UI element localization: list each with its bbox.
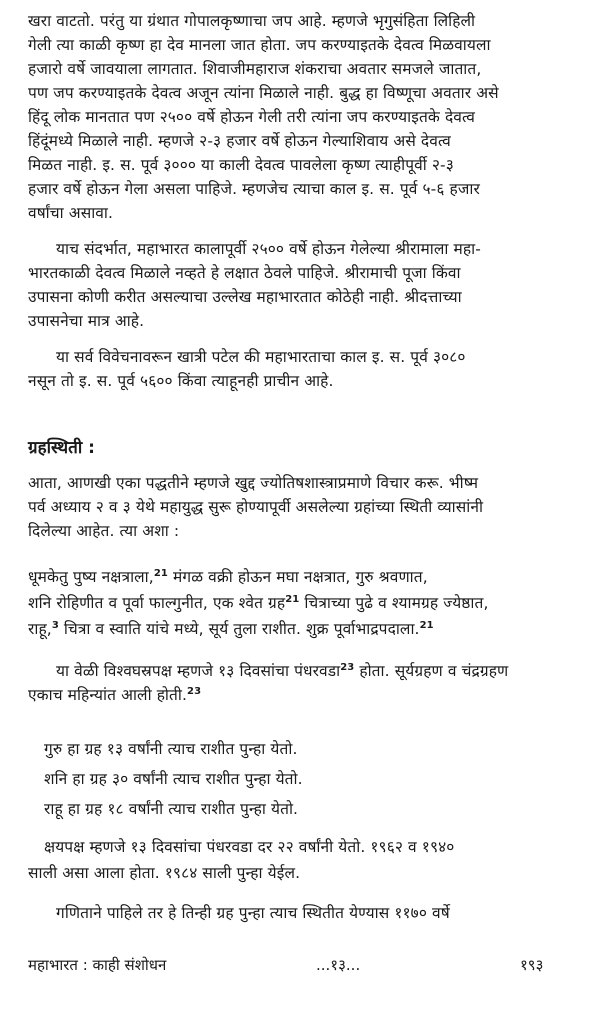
text-line: नसून तो इ. स. पूर्व ५६०० किंवा त्याहूनही प्राचीन आहे.	[28, 372, 334, 390]
text-line: हजारो वर्षे जावयाला लागतात. शिवाजीमहाराज शंकराचा अवतार समजले जातात,	[28, 60, 482, 78]
quote-text: चित्रा व स्वाति यांचे मध्ये, सूर्य तुला राशीत. शुक्र पूर्वाभाद्रपदाला.	[58, 620, 420, 638]
text-line	[56, 660, 508, 682]
footnote-marker: 23	[187, 685, 202, 697]
footnote-marker: 23	[340, 661, 355, 673]
text-line: क्षयपक्ष म्हणजे १३ दिवसांचा पंधरवडा दर २२ वर्षांनी येतो. १९६२ व १९४०	[44, 838, 455, 856]
text-line: भारतकाळी देवत्व मिळाले नव्हते हे लक्षात ठेवले पाहिजे. श्रीरामाची पूजा किंवा	[28, 264, 461, 282]
quote-text: शनि रोहिणीत व पूर्वा फाल्गुनीत, एक श्वेत ग्रह	[28, 594, 286, 612]
text-line: उपासना कोणी करीत असल्याचा उल्लेख महाभारतात कोठेही नाही. श्रीदत्ताच्या	[28, 288, 462, 306]
text-line: उपासनेचा मात्र आहे.	[28, 312, 145, 330]
footnote-marker: 21	[285, 593, 300, 605]
section-heading: ग्रहस्थिती :	[28, 438, 95, 458]
text-line: गणिताने पाहिले तर हे तिन्ही ग्रह पुन्हा त्याच स्थितीत येण्यास ११७० वर्षे	[56, 904, 450, 922]
planet-line: शनि हा ग्रह ३० वर्षांनी त्याच राशीत पुन्हा येतो.	[44, 770, 303, 788]
page-number: १९३	[520, 956, 544, 974]
text-line: हिंदू लोक मानतात पण २५०० वर्षे होऊन गेली तरी त्यांना जप करण्याइतके देवत्व	[28, 108, 475, 126]
footer-center-marker: ...१३...	[316, 956, 361, 974]
text-line: साली असा आला होता. १९८४ साली पुन्हा येईल.	[28, 864, 301, 882]
quote-text: धूमकेतु पुष्य नक्षत्राला,	[28, 568, 154, 586]
paragraph-text: होता. सूर्यग्रहण व चंद्रग्रहण	[354, 662, 509, 680]
paragraph-text: एकाच महिन्यांत आली होती.	[28, 686, 188, 704]
text-line: गेली त्या काळी कृष्ण हा देव मानला जात होता. जप करण्याइतके देवत्व मिळवायला	[28, 36, 491, 54]
footer-book-title: महाभारत : काही संशोधन	[28, 956, 167, 974]
quote-text: चित्राच्या पुढे व श्यामग्रह ज्येष्ठात,	[299, 594, 489, 612]
text-line: पर्व अध्याय २ व ३ येथे महायुद्ध सुरू होण्यापूर्वी असलेल्या ग्रहांच्या स्थिती व्यासांनी	[28, 498, 484, 516]
footnote-marker: 21	[153, 567, 168, 579]
text-line: याच संदर्भात, महाभारत कालापूर्वी २५०० वर्षे होऊन गेलेल्या श्रीरामाला महा-	[56, 240, 481, 258]
text-line: मिळत नाही. इ. स. पूर्व ३००० या काली देवत्व पावलेला कृष्ण त्याहीपूर्वी २-३	[28, 156, 454, 174]
text-line: या सर्व विवेचनावरून खात्री पटेल की महाभारताचा काल इ. स. पूर्व ३०८०	[56, 348, 466, 366]
text-line: दिलेल्या आहेत. त्या अशा :	[28, 522, 180, 540]
text-line: हिंदूंमध्ये मिळाले नाही. म्हणजे २-३ हजार वर्षे होऊन गेल्याशिवाय असे देवत्व	[28, 132, 451, 150]
text-line: वर्षांचा असावा.	[28, 204, 114, 222]
quote-text: राहू,	[28, 620, 52, 638]
planet-line: गुरु हा ग्रह १३ वर्षांनी त्याच राशीत पुन्हा येतो.	[44, 740, 298, 758]
text-line	[28, 684, 201, 706]
text-line: खरा वाटतो. परंतु या ग्रंथात गोपालकृष्णाचा जप आहे. म्हणजे भृगुसंहिता लिहिली	[28, 12, 476, 30]
quote-line	[28, 618, 434, 640]
planet-line: राहू हा ग्रह १८ वर्षांनी त्याच राशीत पुन्हा येतो.	[44, 800, 299, 818]
quote-line	[28, 592, 489, 614]
quote-text: मंगळ वक्री होऊन मघा नक्षत्रात, गुरु श्रवणात,	[167, 568, 428, 586]
quote-line	[28, 566, 428, 588]
paragraph-text: या वेळी विश्वघस्रपक्ष म्हणजे १३ दिवसांचा पंधरवडा	[56, 662, 341, 680]
footnote-marker: 21	[419, 619, 434, 631]
text-line: हजार वर्षे होऊन गेला असला पाहिजे. म्हणजेच त्याचा काल इ. स. पूर्व ५-६ हजार	[28, 180, 480, 198]
text-line: पण जप करण्याइतके देवत्व अजून त्यांना मिळाले नाही. बुद्ध हा विष्णूचा अवतार असे	[28, 84, 499, 102]
footnote-marker: 3	[51, 619, 59, 631]
text-line: आता, आणखी एका पद्धतीने म्हणजे खुद्द ज्योतिषशास्त्राप्रमाणे विचार करू. भीष्म	[28, 474, 479, 492]
